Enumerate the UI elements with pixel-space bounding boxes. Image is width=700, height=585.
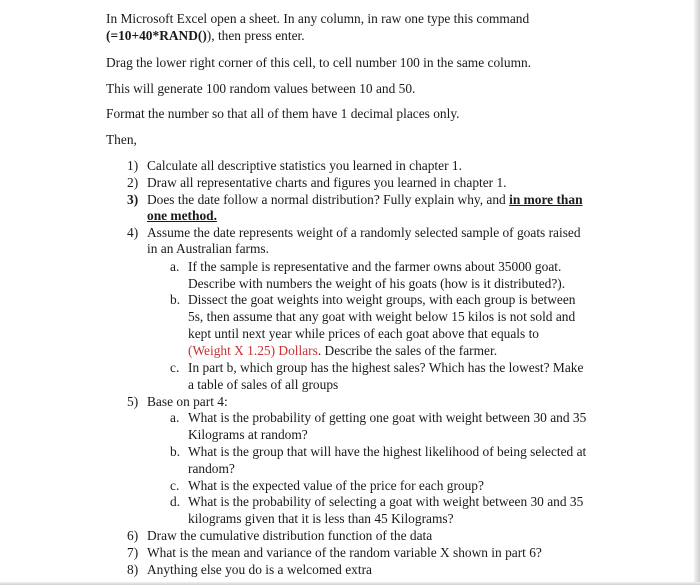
sub-item-letter: a.	[170, 410, 180, 425]
sub-item-text-cont: 5s, then assume that any goat with weight below 15 kilos is not sold and	[188, 309, 576, 324]
sub-item-letter: b.	[170, 444, 181, 459]
rand-command: (=10+40*RAND()	[106, 28, 207, 43]
sub-item-text-cont: Describe with numbers the weight of his goats (how is it distributed?).	[188, 276, 566, 291]
item-text: What is the mean and variance of the random variable X shown in part 6?	[147, 545, 542, 560]
intro-line-2	[106, 28, 305, 44]
sub-item-letter: b.	[170, 292, 181, 307]
sub-item-text: If the sample is representative and the farmer owns about 35000 goat.	[188, 259, 562, 274]
emphasis-underlined: in more than	[509, 192, 583, 207]
item-number: 3)	[127, 192, 139, 207]
sub-item-text-cont: Kilograms at random?	[188, 427, 308, 442]
item-number: 6)	[127, 528, 139, 543]
intro-line-1: In Microsoft Excel open a sheet. In any column, in raw one type this command	[106, 11, 530, 26]
item-text-cont	[147, 208, 217, 224]
sub-item-text: What is the group that will have the highest likelihood of being selected at	[188, 444, 587, 459]
emphasis-underlined: one method.	[147, 208, 217, 223]
item-text: Assume the date represents weight of a randomly selected sample of goats raised	[147, 225, 581, 240]
item-number: 8)	[127, 562, 139, 577]
sub-item-letter: a.	[170, 259, 180, 274]
item-text: Draw all representative charts and figures you learned in chapter 1.	[147, 175, 507, 190]
price-formula: (Weight X 1.25) Dollars	[188, 343, 318, 358]
then-label: Then,	[106, 132, 137, 147]
sub-item-text-cont: a table of sales of all groups	[188, 377, 339, 392]
sub-item-text: What is the probability of getting one goat with weight between 30 and 35	[188, 410, 587, 425]
sub-item-text: Dissect the goat weights into weight groups, with each group is between	[188, 292, 576, 307]
item-number: 2)	[127, 175, 139, 190]
generate-note: This will generate 100 random values between 10 and 50.	[106, 81, 416, 96]
item-text-cont: in an Australian farms.	[147, 241, 269, 256]
sub-item-text-cont: kilograms given that it is less than 45 Kilograms?	[188, 511, 454, 526]
sub-item-text-cont: random?	[188, 461, 235, 476]
item-text: Draw the cumulative distribution function of the data	[147, 528, 433, 543]
item-text: Anything else you do is a welcomed extra	[147, 562, 372, 577]
item-text: Calculate all descriptive statistics you learned in chapter 1.	[147, 158, 462, 173]
item-number: 4)	[127, 225, 139, 240]
item-text: Base on part 4:	[147, 394, 228, 409]
page-edge-right	[694, 0, 700, 585]
sub-item-text-cont: (Weight X 1.25) Dollars. Describe the sales of the farmer.	[188, 343, 498, 358]
item-text: Does the date follow a normal distribution? Fully explain why, and in more than	[147, 192, 583, 207]
item-number: 7)	[127, 545, 139, 560]
item-number: 5)	[127, 394, 139, 409]
sub-item-letter: c.	[170, 478, 180, 493]
sub-item-letter: d.	[170, 494, 181, 509]
drag-instruction: Drag the lower right corner of this cell, to cell number 100 in the same column.	[106, 55, 532, 70]
sub-item-letter: c.	[170, 360, 180, 375]
item-number: 1)	[127, 158, 139, 173]
format-instruction: Format the number so that all of them have 1 decimal places only.	[106, 106, 460, 121]
sub-item-text: What is the expected value of the price for each group?	[188, 478, 484, 493]
sub-item-text: In part b, which group has the highest sales? Which has the lowest? Make	[188, 360, 584, 375]
intro-line-2-rest: ), then press enter.	[206, 28, 305, 43]
sub-item-text: What is the probability of selecting a goat with weight between 30 and 35	[188, 494, 584, 509]
sub-item-text-cont: kept until next year while prices of each goat above that equals to	[188, 326, 540, 341]
